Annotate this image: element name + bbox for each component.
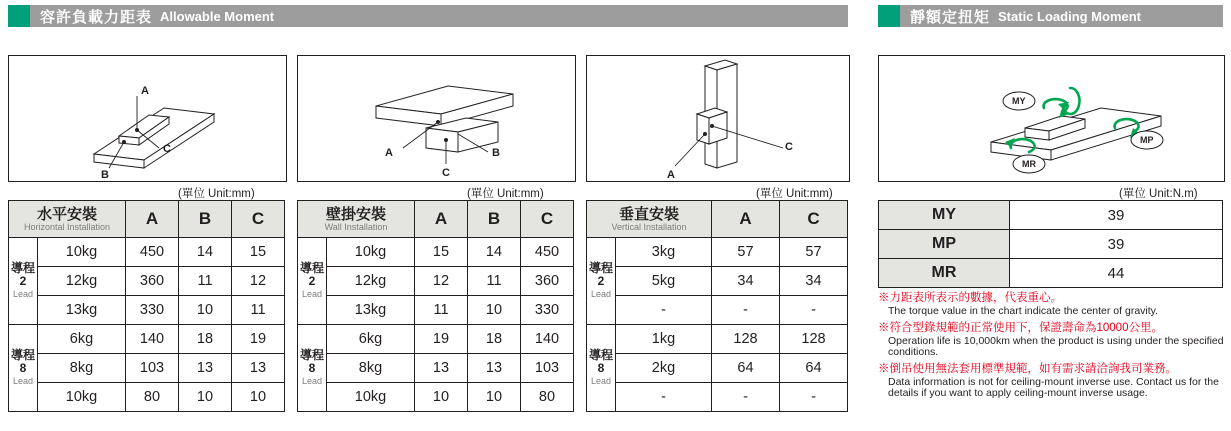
load-cell: 2kg <box>616 354 712 383</box>
lead-group-2: 導程 2 Lead <box>587 238 616 325</box>
table-row <box>298 296 574 325</box>
table-row <box>298 383 574 412</box>
table-title-cn: 水平安裝 <box>36 205 97 223</box>
unit-caption-3 <box>756 185 833 201</box>
value-cell: 13 <box>232 354 285 383</box>
unit-caption-2 <box>467 185 544 201</box>
value-cell: - <box>712 296 780 325</box>
unit-en: Unit:mm) <box>497 188 544 200</box>
table-row <box>587 354 848 383</box>
table-title-cn: 垂直安裝 <box>618 205 679 223</box>
section-header-allowable-moment <box>8 5 848 27</box>
value-cell: 80 <box>126 383 179 412</box>
unit-cn: (單位 <box>1119 188 1146 200</box>
value-cell: 10 <box>179 296 232 325</box>
unit-en: Unit:mm) <box>208 188 255 200</box>
table-row <box>298 267 574 296</box>
unit-cn: (單位 <box>467 188 494 200</box>
table-row <box>879 230 1223 259</box>
value-cell: 11 <box>468 267 521 296</box>
value-cell: 11 <box>415 296 468 325</box>
value-cell: 11 <box>179 267 232 296</box>
value-cell: 12 <box>232 267 285 296</box>
load-cell: 10kg <box>38 238 126 267</box>
load-cell: 6kg <box>38 325 126 354</box>
load-cell: 10kg <box>327 383 415 412</box>
table-row <box>9 267 285 296</box>
value-cell: 330 <box>126 296 179 325</box>
static-value-my: 39 <box>1010 201 1223 230</box>
table-row <box>879 259 1223 288</box>
table-header-row <box>587 201 848 238</box>
notes-block <box>878 290 1226 403</box>
load-cell: 12kg <box>38 267 126 296</box>
header-square-icon <box>878 5 900 27</box>
section-title-cn: 容許負載力距表 <box>40 8 153 26</box>
note-3-cn: ※倒吊使用無法套用標準規範，如有需求請洽詢我司業務。 <box>878 362 1177 375</box>
load-cell: - <box>616 383 712 412</box>
value-cell: 128 <box>712 325 780 354</box>
lead-group-8: 導程 8 Lead <box>9 325 38 412</box>
wall-diagram-svg <box>298 56 573 179</box>
figure2-label-c: C <box>442 167 450 179</box>
figure1-label-a: A <box>141 85 149 97</box>
value-cell: 15 <box>232 238 285 267</box>
value-cell: - <box>780 383 848 412</box>
value-cell: 360 <box>521 267 574 296</box>
section-title-en: Allowable Moment <box>160 8 275 24</box>
value-cell: 450 <box>126 238 179 267</box>
value-cell: 103 <box>521 354 574 383</box>
header-bar <box>900 5 1223 27</box>
value-cell: 80 <box>521 383 574 412</box>
table-row <box>9 296 285 325</box>
load-cell: 12kg <box>327 267 415 296</box>
col-header-c: C <box>232 201 285 238</box>
value-cell: 10 <box>468 296 521 325</box>
figure-wall-installation <box>297 55 576 182</box>
value-cell: 10 <box>415 383 468 412</box>
load-cell: 13kg <box>38 296 126 325</box>
value-cell: 140 <box>126 325 179 354</box>
table-title-en: Vertical Installation <box>611 221 687 232</box>
table-horizontal-installation <box>8 200 285 412</box>
value-cell: 13 <box>415 354 468 383</box>
value-cell: 13 <box>468 354 521 383</box>
value-cell: 103 <box>126 354 179 383</box>
col-header-a: A <box>126 201 179 238</box>
value-cell: 19 <box>232 325 285 354</box>
col-header-c: C <box>521 201 574 238</box>
table-row <box>587 296 848 325</box>
figure2-label-a: A <box>385 147 393 159</box>
load-cell: 8kg <box>38 354 126 383</box>
value-cell: 13 <box>179 354 232 383</box>
value-cell: 12 <box>415 267 468 296</box>
table-row <box>9 238 285 267</box>
static-value-mp: 39 <box>1010 230 1223 259</box>
col-header-a: A <box>712 201 780 238</box>
static-loading-diagram-svg <box>879 56 1222 179</box>
col-header-b: B <box>179 201 232 238</box>
value-cell: 10 <box>179 383 232 412</box>
table-header-cell <box>9 201 126 238</box>
section-title-cn: 靜額定扭矩 <box>910 8 991 26</box>
value-cell: 10 <box>232 383 285 412</box>
value-cell: 10 <box>468 383 521 412</box>
table-header-cell <box>587 201 712 238</box>
figure2-label-b: B <box>492 147 500 159</box>
table-row <box>879 201 1223 230</box>
figure-horizontal-installation <box>8 55 287 182</box>
value-cell: - <box>712 383 780 412</box>
col-header-c: C <box>780 201 848 238</box>
unit-en: Unit:mm) <box>786 188 833 200</box>
col-header-a: A <box>415 201 468 238</box>
figure4-label-my: MY <box>1012 96 1026 106</box>
value-cell: 360 <box>126 267 179 296</box>
load-cell: 3kg <box>616 238 712 267</box>
table-row <box>9 325 285 354</box>
note-3-en: Data information is not for ceiling-mount inverse use. Contact us for the details if you want to apply ceiling-mount inverse usage. <box>888 375 1219 399</box>
header-square-icon <box>8 5 30 27</box>
value-cell: 57 <box>712 238 780 267</box>
unit-cn: (單位 <box>756 188 783 200</box>
value-cell: 18 <box>179 325 232 354</box>
figure4-label-mr: MR <box>1022 159 1036 169</box>
figure1-label-c: C <box>163 143 171 155</box>
header-bar <box>30 5 848 27</box>
table-row <box>298 238 574 267</box>
table-row <box>587 267 848 296</box>
value-cell: 140 <box>521 325 574 354</box>
table-header-row <box>9 201 285 238</box>
unit-caption-1 <box>178 185 255 201</box>
table-vertical-installation <box>586 200 848 412</box>
unit-en: Unit:N.m) <box>1149 188 1198 200</box>
load-cell: 10kg <box>38 383 126 412</box>
figure-vertical-installation <box>586 55 850 182</box>
value-cell: 450 <box>521 238 574 267</box>
value-cell: 14 <box>468 238 521 267</box>
load-cell: 1kg <box>616 325 712 354</box>
static-key-mr: MR <box>879 259 1010 288</box>
value-cell: 64 <box>712 354 780 383</box>
value-cell: 19 <box>415 325 468 354</box>
table-row <box>587 383 848 412</box>
horizontal-diagram-svg <box>9 56 284 179</box>
lead-group-8: 導程 8 Lead <box>587 325 616 412</box>
lead-group-2: 導程 2 Lead <box>9 238 38 325</box>
note-2-cn: ※符合型錄規範的正常使用下，保證壽命為10000公里。 <box>878 321 1163 334</box>
value-cell: 128 <box>780 325 848 354</box>
figure4-label-mp: MP <box>1140 135 1154 145</box>
value-cell: 64 <box>780 354 848 383</box>
figure3-label-c: C <box>785 141 793 153</box>
unit-cn: (單位 <box>178 188 205 200</box>
table-title-en: Wall Installation <box>324 221 388 232</box>
value-cell: 34 <box>712 267 780 296</box>
table-wall-installation <box>297 200 574 412</box>
table-row <box>9 354 285 383</box>
lead-group-8: 導程 8 Lead <box>298 325 327 412</box>
value-cell: 57 <box>780 238 848 267</box>
table-title-cn: 壁掛安裝 <box>325 205 386 223</box>
figure3-label-a: A <box>667 169 675 179</box>
table-row <box>298 325 574 354</box>
load-cell: 8kg <box>327 354 415 383</box>
load-cell: 13kg <box>327 296 415 325</box>
table-row <box>298 354 574 383</box>
load-cell: 6kg <box>327 325 415 354</box>
section-header-static-loading <box>878 5 1223 27</box>
table-title-en: Horizontal Installation <box>23 221 111 232</box>
static-key-mp: MP <box>879 230 1010 259</box>
value-cell: 15 <box>415 238 468 267</box>
table-row <box>9 383 285 412</box>
table-header-row <box>298 201 574 238</box>
load-cell: - <box>616 296 712 325</box>
table-row <box>587 238 848 267</box>
static-key-my: MY <box>879 201 1010 230</box>
value-cell: 14 <box>179 238 232 267</box>
lead-group-2: 導程 2 Lead <box>298 238 327 325</box>
note-1-cn: ※力距表所表示的數據，代表重心。 <box>878 292 1062 304</box>
value-cell: 11 <box>232 296 285 325</box>
col-header-b: B <box>468 201 521 238</box>
figure-static-loading <box>878 55 1225 182</box>
value-cell: - <box>780 296 848 325</box>
vertical-diagram-svg <box>587 56 847 179</box>
load-cell: 5kg <box>616 267 712 296</box>
value-cell: 18 <box>468 325 521 354</box>
unit-caption-4 <box>1119 185 1198 201</box>
load-cell: 10kg <box>327 238 415 267</box>
note-2-en: Operation life is 10,000km when the product is using under the specified conditions. <box>888 334 1224 358</box>
value-cell: 34 <box>780 267 848 296</box>
section-title-en: Static Loading Moment <box>998 8 1142 24</box>
note-1-en: The torque value in the chart indicate the center of gravity. <box>888 305 1159 317</box>
table-static-loading <box>878 200 1223 288</box>
figure1-label-b: B <box>101 169 109 179</box>
table-header-cell <box>298 201 415 238</box>
table-row <box>587 325 848 354</box>
static-value-mr: 44 <box>1010 259 1223 288</box>
value-cell: 330 <box>521 296 574 325</box>
